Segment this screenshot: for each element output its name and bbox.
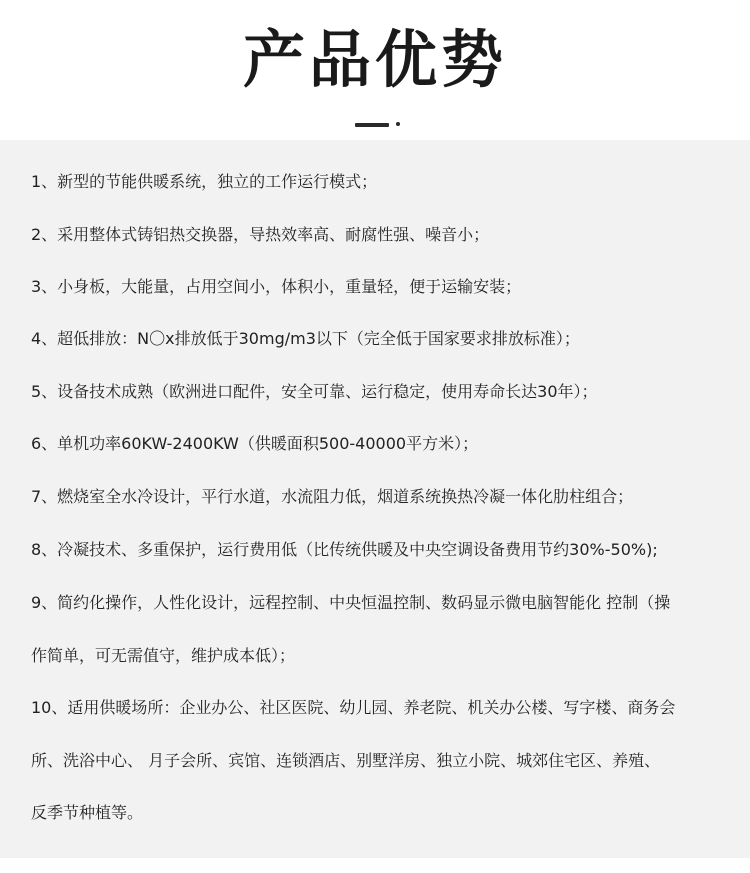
advantage-line-2: 2、采用整体式铸铝热交换器，导热效率高、耐腐性强、噪音小； [31,225,490,244]
advantage-line-3: 3、小身板，大能量，占用空间小，体积小，重量轻，便于运输安装； [31,277,522,296]
header [0,0,750,140]
advantage-line-10: 10、适用供暖场所：企业办公、社区医院、幼儿园、养老院、机关办公楼、写字楼、商务会 [31,698,676,717]
advantage-line-9-continued: 作简单，可无需值守，维护成本低）； [31,646,296,665]
advantage-line-10-continued: 所、洗浴中心、 月子会所、宾馆、连锁酒店、别墅洋房、独立小院、城郊住宅区、养殖、 [31,751,661,770]
advantage-line-7: 7、燃烧室全水冷设计，平行水道，水流阻力低，烟道系统换热冷凝一体化肋柱组合； [31,487,634,506]
advantage-line-8: 8、冷凝技术、多重保护，运行费用低（比传统供暖及中央空调设备费用节约30%-50%); [31,540,658,559]
advantage-line-1: 1、新型的节能供暖系统，独立的工作运行模式； [31,172,378,191]
advantage-line-6: 6、单机功率60KW-2400KW（供暖面积500-40000平方米）； [31,434,479,453]
advantage-line-9: 9、简约化操作，人性化设计，远程控制、中央恒温控制、数码显示微电脑智能化 控制（操 [31,593,671,612]
advantage-line-5: 5、设备技术成熟（欧洲进口配件，安全可靠、运行稳定，使用寿命长达30年）； [31,382,598,401]
advantage-line-4: 4、超低排放：N〇x排放低于30mg/m3以下（完全低于国家要求排放标准）； [31,329,580,348]
advantage-line-10-end: 反季节种植等。 [31,803,144,822]
title-divider-bar [355,123,389,127]
page-title: 产品优势 [242,23,507,96]
title-divider-dot [396,122,400,126]
